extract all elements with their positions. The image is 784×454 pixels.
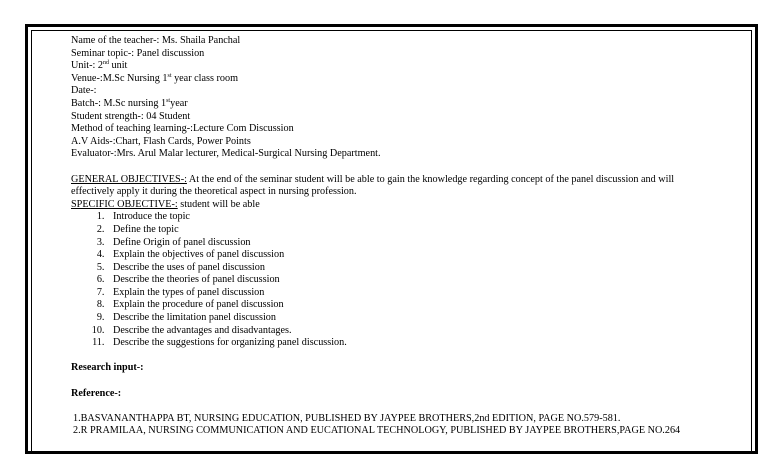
- detail-line: [71, 73, 711, 86]
- list-item: 3. Define Origin of panel discussion: [107, 237, 711, 250]
- detail-value: Lecture Com Discussion: [192, 123, 294, 135]
- detail-label: Batch-:: [71, 97, 101, 109]
- specific-objective-list: [71, 211, 711, 350]
- seminar-details: [71, 35, 711, 161]
- detail-label: Evaluator-:: [71, 148, 117, 160]
- detail-value: 04 Student: [143, 110, 191, 122]
- detail-value: Ms. Shaila Panchal: [159, 35, 241, 46]
- detail-label: Name of the teacher-:: [71, 35, 160, 46]
- detail-line: [71, 35, 711, 48]
- detail-value: Panel discussion: [134, 47, 205, 59]
- list-item: 5. Describe the uses of panel discussion: [107, 262, 711, 275]
- detail-value-suffix: year: [170, 97, 188, 109]
- list-item: 6. Describe the theories of panel discussion: [107, 274, 711, 287]
- detail-value-suffix: unit: [108, 60, 128, 72]
- detail-line: [71, 48, 711, 61]
- detail-line: [71, 148, 711, 161]
- specific-objective-text: student will be able: [177, 198, 260, 210]
- reference-list: [71, 413, 703, 438]
- detail-value: Chart, Flash Cards, Power Points: [115, 135, 251, 147]
- research-input-heading: Research input-:: [71, 362, 144, 374]
- general-objectives-heading: GENERAL OBJECTIVES-:: [71, 173, 187, 185]
- detail-superscript: st: [167, 72, 172, 79]
- detail-label: Student strength-:: [71, 110, 144, 122]
- detail-line: [71, 60, 711, 73]
- list-item: 11. Describe the suggestions for organizing panel discussion.: [107, 337, 711, 350]
- general-objectives: [71, 174, 707, 199]
- detail-line: [71, 98, 711, 111]
- detail-label: Venue-:: [71, 72, 103, 84]
- detail-label: Seminar topic-:: [71, 47, 135, 59]
- detail-line: [71, 85, 711, 98]
- detail-line: [71, 123, 711, 136]
- detail-value: M.Sc Nursing 1: [102, 72, 168, 84]
- detail-label: Method of teaching learning-:: [71, 123, 193, 135]
- detail-value-suffix: year class room: [171, 72, 238, 84]
- list-item: 2. Define the topic: [107, 224, 711, 237]
- reference-item: 2.R PRAMILAA, NURSING COMMUNICATION AND EUCATIONAL TECHNOLOGY, PUBLISHED BY JAYPEE BROTHERS,PAGE NO.264: [73, 425, 681, 437]
- general-objectives-text: At the end of the seminar student will be able to gain the knowledge regarding concept of the panel discussion and will effectively apply it during the theoretical aspect in nursing profession.: [71, 173, 675, 198]
- detail-label: A.V Aids-:: [71, 135, 116, 147]
- detail-label: Date-:: [71, 85, 97, 97]
- reference-item: 1.BASVANANTHAPPA BT, NURSING EDUCATION, PUBLISHED BY JAYPEE BROTHERS,2nd EDITION, PAGE NO.579-581.: [73, 412, 621, 424]
- detail-line: [71, 111, 711, 124]
- list-item: 8. Explain the procedure of panel discussion: [107, 299, 711, 312]
- detail-value: M.Sc nursing 1: [101, 97, 167, 109]
- detail-superscript: st: [166, 97, 171, 104]
- detail-line: [71, 136, 711, 149]
- list-item: 1. Introduce the topic: [107, 211, 711, 224]
- detail-value: 2: [95, 60, 103, 72]
- detail-label: Unit-:: [71, 60, 96, 72]
- detail-value: Mrs. Arul Malar lecturer, Medical-Surgical Nursing Department.: [116, 148, 381, 160]
- document-content: [71, 35, 711, 438]
- reference-heading: Reference-:: [71, 387, 122, 399]
- list-item: 10. Describe the advantages and disadvantages.: [107, 325, 711, 338]
- specific-objective: [71, 199, 711, 212]
- list-item: 9. Describe the limitation panel discussion: [107, 312, 711, 325]
- detail-superscript: nd: [102, 60, 109, 67]
- specific-objective-heading: SPECIFIC OBJECTIVE-:: [71, 198, 178, 210]
- list-item: 7. Explain the types of panel discussion: [107, 287, 711, 300]
- list-item: 4. Explain the objectives of panel discussion: [107, 249, 711, 262]
